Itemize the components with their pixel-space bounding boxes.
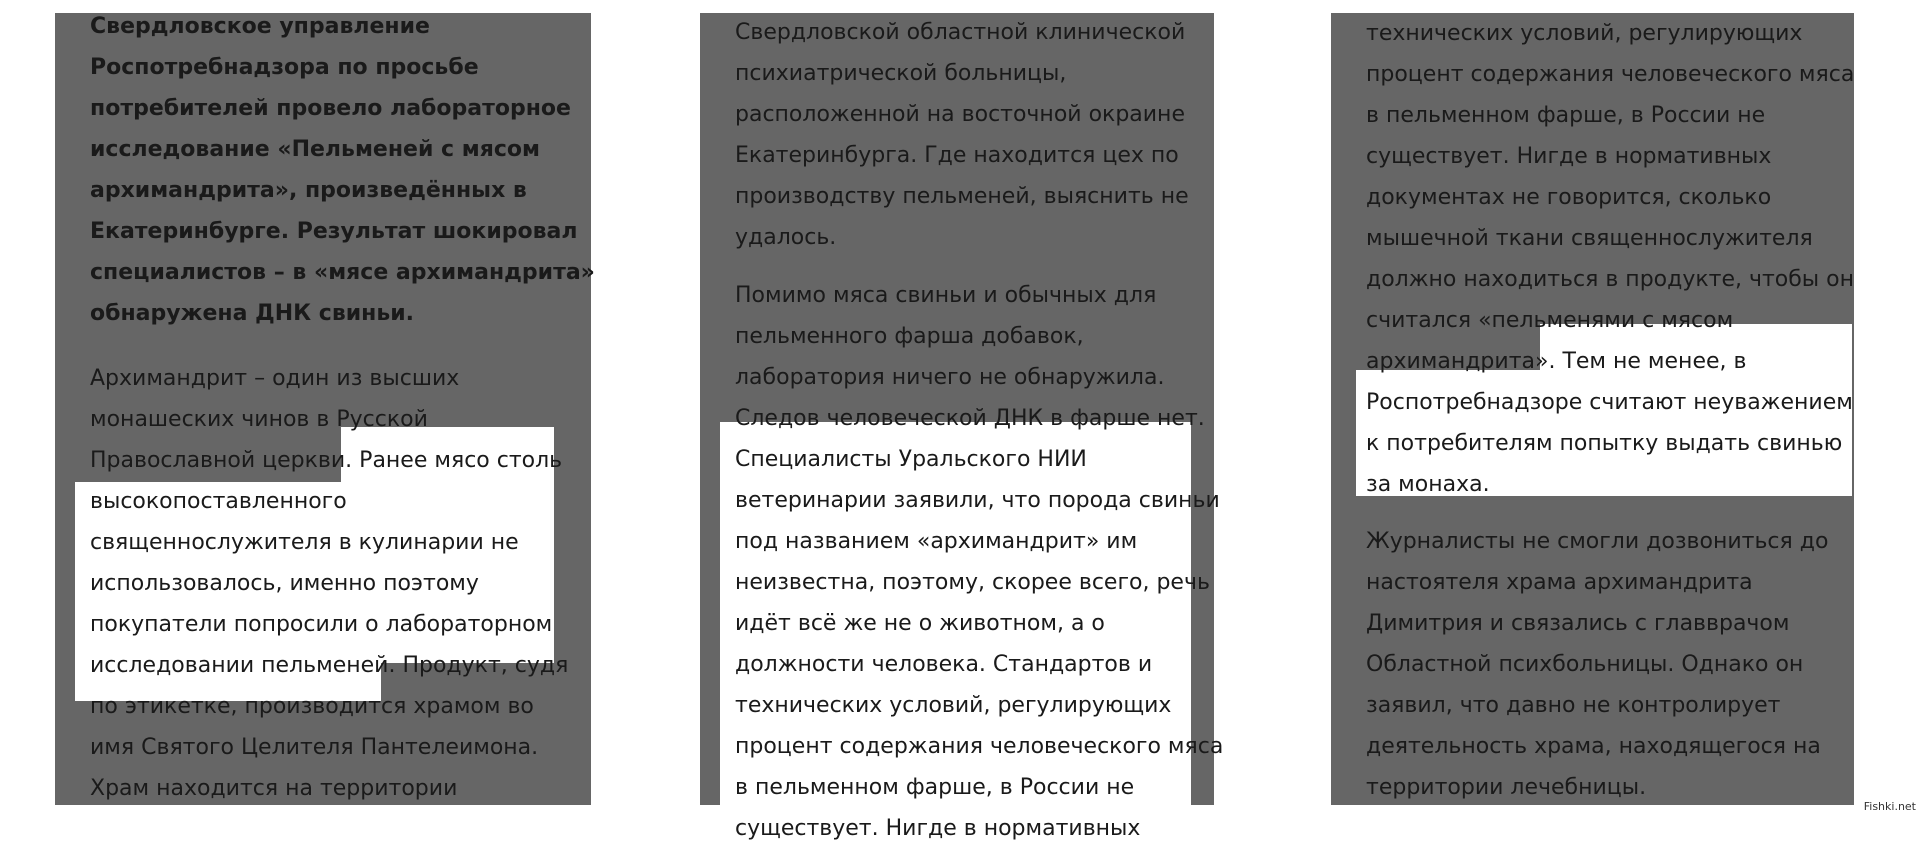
text-line (1366, 382, 1854, 423)
lead-paragraph (90, 6, 595, 334)
text-line: имя Святого Целителя Пантелеимона. (90, 735, 539, 760)
text-line: Журналисты не смогли дозвониться до (1366, 529, 1829, 554)
text-line: должно находиться в продукте, чтобы он (1366, 267, 1855, 292)
text-line: Свердловское управление (90, 14, 430, 39)
text-line: удалось. (735, 225, 837, 250)
text-line: настоятеля храма архимандрита (1366, 570, 1753, 595)
text-line: производству пельменей, выяснить не (735, 184, 1189, 209)
text-line: специалистов – в «мясе архимандрита» (90, 260, 595, 285)
text-line: Следов человеческой ДНК в фарше нет. (735, 406, 1205, 431)
text-line: процент содержания человеческого мяса (1366, 62, 1855, 87)
text-line: считался «пельменями с мясом (1366, 308, 1734, 333)
highlighted-text: Тем не менее, в (1562, 349, 1747, 374)
highlighted-text: покупатели попросили о лабораторном (90, 612, 553, 637)
highlighted-text: Роспотребнадзоре считают неуважением (1366, 390, 1853, 415)
highlighted-text: к потребителям попытку выдать свинью (1366, 431, 1843, 456)
text-line: потребителей провело лабораторное (90, 96, 571, 121)
highlighted-text-line: неизвестна, поэтому, скорее всего, речь (735, 570, 1210, 595)
text-line: территории лечебницы. (1366, 775, 1647, 800)
text-line: психиатрической больницы, (735, 61, 1067, 86)
article-column-3 (1331, 13, 1854, 805)
text-line: пельменного фарша добавок, (735, 324, 1084, 349)
highlighted-text-line: в пельменном фарше, в России не (735, 775, 1135, 800)
text-line: расположенной на восточной окраине (735, 102, 1185, 127)
text-line: обнаружена ДНК свиньи. (90, 301, 415, 326)
highlighted-text: использовалось, именно поэтому (90, 571, 479, 596)
text-line: архимандрита». Тем не менее, в (1366, 349, 1747, 374)
text-line: Димитрия и связались с главврачом (1366, 611, 1790, 636)
body-paragraph (90, 358, 568, 809)
text-line: мышечной ткани священнослужителя (1366, 226, 1813, 251)
text-line: Екатеринбурга. Где находится цех по (735, 143, 1179, 168)
highlighted-text-line: существует. Нигде в нормативных (735, 816, 1141, 841)
text-line: существует. Нигде в нормативных (1366, 144, 1772, 169)
highlighted-text-line: Специалисты Уральского НИИ (735, 447, 1087, 472)
body-paragraph (735, 12, 1189, 258)
text-line: Роспотребнадзора по просьбе (90, 55, 479, 80)
text-line (90, 481, 568, 522)
text-line: Православной церкви. Ранее мясо столь (90, 448, 563, 473)
text-line: документах не говорится, сколько (1366, 185, 1772, 210)
highlighted-text-line: технических условий, регулирующих (735, 693, 1172, 718)
text-line (90, 563, 568, 604)
text-line (1366, 464, 1854, 505)
highlighted-text-line: ветеринарии заявили, что порода свиньи (735, 488, 1220, 513)
text-line (90, 522, 568, 563)
body-paragraph (1366, 521, 1828, 808)
text-line: Архимандрит – один из высших (90, 366, 460, 391)
text-line: заявил, что давно не контролирует (1366, 693, 1781, 718)
highlighted-text-line: под названием «архимандрит» им (735, 529, 1138, 554)
text-line: Свердловской областной клинической (735, 20, 1186, 45)
text-line: по этикетке, производится храмом во (90, 694, 534, 719)
highlighted-text: за монаха. (1366, 472, 1490, 497)
text-line: Храм находится на территории (90, 776, 458, 801)
text-line: Помимо мяса свиньи и обычных для (735, 283, 1157, 308)
text-line: технических условий, регулирующих (1366, 21, 1803, 46)
text-line: исследовании пельменей. Продукт, судя (90, 653, 569, 678)
highlighted-text: высокопоставленного (90, 489, 347, 514)
highlighted-text-line: должности человека. Стандартов и (735, 652, 1153, 677)
highlighted-text: исследовании пельменей. (90, 653, 396, 678)
text-line (90, 604, 568, 645)
text-line: лаборатория ничего не обнаружила. (735, 365, 1165, 390)
highlighted-text: Ранее мясо столь (359, 448, 563, 473)
article-column-1 (55, 13, 595, 805)
article-column-2 (700, 13, 1224, 841)
text-line: монашеских чинов в Русской (90, 407, 428, 432)
highlighted-text-line: процент содержания человеческого мяса (735, 734, 1224, 759)
text-line: Екатеринбурге. Результат шокировал (90, 219, 578, 244)
highlighted-text: священнослужителя в кулинарии не (90, 530, 519, 555)
text-line: исследование «Пельменей с мясом (90, 137, 540, 162)
text-line: Областной психбольницы. Однако он (1366, 652, 1804, 677)
text-line (1366, 423, 1854, 464)
text-line: деятельность храма, находящегося на (1366, 734, 1821, 759)
highlighted-text-line: идёт всё же не о животном, а о (735, 611, 1105, 636)
text-line: в пельменном фарше, в России не (1366, 103, 1766, 128)
text-line: архимандрита», произведённых в (90, 178, 527, 203)
body-paragraph (735, 275, 1223, 849)
body-paragraph (1366, 13, 1854, 505)
watermark: Fishki.net (1863, 800, 1916, 813)
